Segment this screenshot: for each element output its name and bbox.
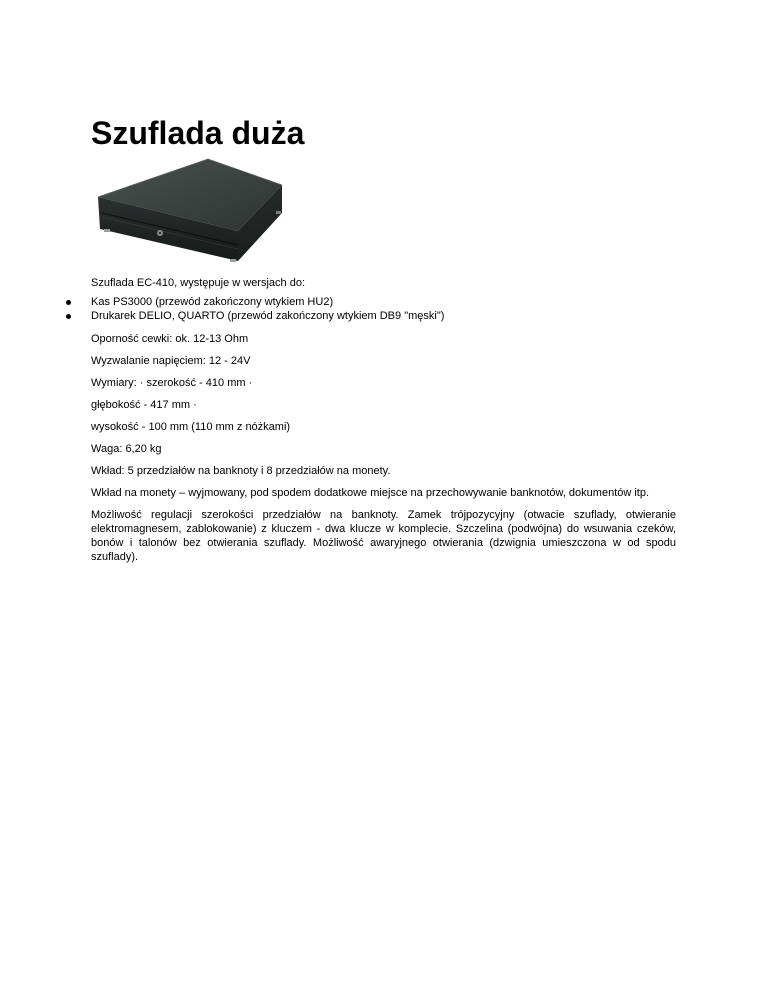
list-item xyxy=(91,295,676,309)
intro-text: Szuflada EC-410, występuje w wersjach do: xyxy=(91,277,305,289)
coin-insert-text: Wkład na monety – wyjmowany, pod spodem dodatkowe miejsce na przechowywanie banknotów, dokumentów itp. xyxy=(91,487,650,499)
list-item-text: Kas PS3000 (przewód zakończony wtykiem HU2) xyxy=(91,296,334,308)
resistance-text: Oporność cewki: ok. 12-13 Ohm xyxy=(91,333,249,345)
features-text: Możliwość regulacji szerokości przedziałów na banknoty. Zamek trójpozycyjny (otwacie szuflady, otwieranie elektromagnesem, zablokowanie) z kluczem - dwa klucze w komplecie. Szczelina (podwójna) do wsuwania czeków, bonów i talonów bez otwierania szuflady. Możliwość awaryjnego otwierania (dzwignia umieszczona w od spodu szuflady). xyxy=(91,509,676,563)
versions-list xyxy=(91,295,676,323)
dimensions-width-text: Wymiary: · szerokość - 410 mm · xyxy=(91,377,253,389)
list-item xyxy=(91,309,676,323)
content xyxy=(91,276,676,572)
cash-drawer-image xyxy=(90,153,286,271)
dimensions-depth-text: głębokość - 417 mm · xyxy=(91,399,197,411)
bullet-icon xyxy=(66,314,71,319)
insert-text: Wkład: 5 przedziałów na banknoty i 8 przedziałów na monety. xyxy=(91,465,391,477)
list-item-text: Drukarek DELIO, QUARTO (przewód zakończony wtykiem DB9 "męski") xyxy=(91,310,445,322)
page-title: Szuflada duża xyxy=(91,115,305,151)
dimensions-height-text: wysokość - 100 mm (110 mm z nóżkami) xyxy=(91,421,291,433)
voltage-text: Wyzwalanie napięciem: 12 - 24V xyxy=(91,355,251,367)
weight-text: Waga: 6,20 kg xyxy=(91,443,162,455)
bullet-icon xyxy=(66,300,71,305)
